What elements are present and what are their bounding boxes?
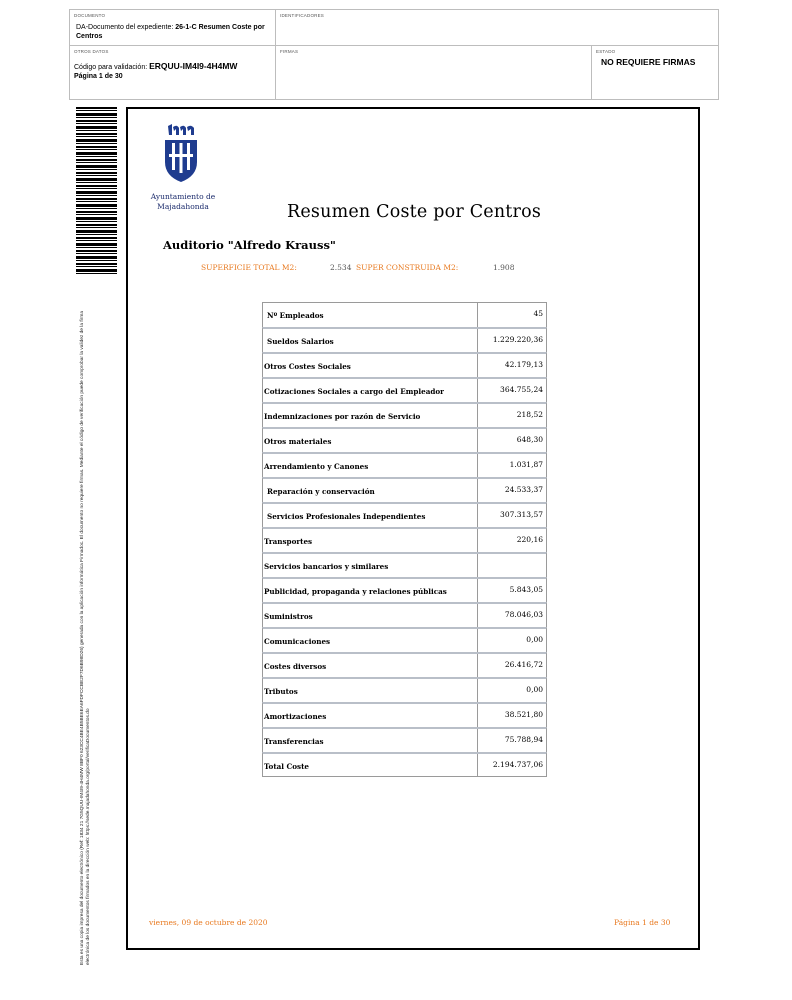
superficie-construida-value: 1.908	[493, 263, 515, 272]
verification-note: Esta es una copia impresa del documento electrónico (Ref: 1834 21 7G5QUU-IM4I9-4H4MW 8BF0 623CC4BE4B5BE6EA6FDFCCBE2F7D6B98D26) generada con la aplicación informática Firmadoc. El documento no requiere firmas. Mediante el código de verificación puede comprobar la validez de la firma electrónica de los documentos firmados en la dirección web: https://sede.majadahonda.org/portal/verificaDocumentos.do	[80, 310, 91, 965]
row-label: Servicios Profesionales Independientes	[263, 504, 478, 527]
superficie-total-label: SUPERFICIE TOTAL M2:	[201, 263, 297, 272]
row-value: 26.416,72	[504, 660, 543, 669]
codigo-value[interactable]: ERQUU-IM4I9-4H4MW	[149, 61, 238, 71]
table-row	[262, 652, 547, 677]
row-value: 45	[533, 309, 543, 318]
row-label: Servicios bancarios y similares	[263, 554, 478, 577]
table-row	[262, 302, 547, 327]
row-value: 0,00	[526, 635, 543, 644]
table-row	[262, 352, 547, 377]
row-value: 307.313,57	[500, 510, 543, 519]
row-value: 0,00	[526, 685, 543, 694]
row-value: 24.533,37	[504, 485, 543, 494]
row-value: 220,16	[516, 535, 543, 544]
row-label: Amortizaciones	[263, 704, 478, 727]
document-header	[69, 9, 719, 100]
otros-datos-cell	[70, 46, 276, 100]
row-value: 1.031,87	[509, 460, 543, 469]
row-value: 42.179,13	[504, 360, 543, 369]
table-row	[262, 427, 547, 452]
row-label: Sueldos Salarios	[263, 329, 478, 352]
majadahonda-coat-of-arms-icon	[164, 124, 198, 182]
otros-datos-label: OTROS DATOS	[74, 49, 109, 54]
row-value: 364.755,24	[500, 385, 543, 394]
estado-label: ESTADO	[596, 49, 616, 54]
row-label: Indemnizaciones por razón de Servicio	[263, 404, 478, 427]
row-label: Arrendamiento y Canones	[263, 454, 478, 477]
estado-cell	[592, 46, 718, 100]
row-label: Transferencias	[263, 729, 478, 752]
documento-text: DA-Documento del expediente: 26-1-C Resumen Coste por Centros	[76, 24, 265, 40]
firmas-label: FIRMAS	[280, 49, 299, 54]
table-row	[262, 727, 547, 752]
row-value: 78.046,03	[504, 610, 543, 619]
row-label: Cotizaciones Sociales a cargo del Empleador	[263, 379, 478, 402]
centro-name: Auditorio "Alfredo Krauss"	[163, 238, 336, 252]
superficie-total-value: 2.534	[330, 263, 352, 272]
identificadores-label: IDENTIFICADORES	[280, 13, 325, 18]
pagina-info: Página 1 de 30	[74, 73, 123, 80]
estado-value: NO REQUIERE FIRMAS	[601, 57, 696, 67]
documento-bold: 26-1-C Resumen Coste por Centros	[76, 24, 265, 40]
row-value: 1.229.220,36	[492, 335, 543, 344]
row-value: 38.521,80	[504, 710, 543, 719]
table-row	[262, 402, 547, 427]
identificadores-cell	[276, 10, 718, 46]
row-value: 2.194.737,06	[492, 760, 543, 769]
barcode	[76, 107, 117, 276]
row-label: Publicidad, propaganda y relaciones públicas	[263, 579, 478, 602]
superficie-construida-label: SUPER CONSTRUIDA M2:	[356, 263, 459, 272]
row-label: Transportes	[263, 529, 478, 552]
firmas-cell	[276, 46, 592, 100]
table-row	[262, 677, 547, 702]
table-row	[262, 627, 547, 652]
codigo-validacion: Código para validación: ERQUU-IM4I9-4H4MW	[74, 61, 238, 71]
table-row	[262, 452, 547, 477]
row-value: 218,52	[516, 410, 543, 419]
row-label: Suministros	[263, 604, 478, 627]
table-row	[262, 602, 547, 627]
table-row	[262, 577, 547, 602]
row-value: 75.788,94	[504, 735, 543, 744]
table-row	[262, 527, 547, 552]
ayuntamiento-name: Ayuntamiento de Majadahonda	[150, 192, 216, 211]
table-row	[262, 377, 547, 402]
row-label: Costes diversos	[263, 654, 478, 677]
row-value	[478, 554, 546, 577]
cost-table	[262, 302, 547, 777]
footer-page: Página 1 de 30	[614, 918, 671, 927]
row-label: Comunicaciones	[263, 629, 478, 652]
table-row	[262, 502, 547, 527]
row-label: Nº Empleados	[263, 303, 478, 327]
footer-date: viernes, 09 de octubre de 2020	[149, 918, 268, 927]
row-label: Tributos	[263, 679, 478, 702]
row-label: Reparación y conservación	[263, 479, 478, 502]
table-row	[262, 702, 547, 727]
documento-cell	[70, 10, 276, 46]
table-row	[262, 477, 547, 502]
row-value: 648,30	[516, 435, 543, 444]
row-label: Otros Costes Sociales	[263, 354, 478, 377]
table-row	[262, 752, 547, 777]
table-row	[262, 552, 547, 577]
row-label: Otros materiales	[263, 429, 478, 452]
row-label: Total Coste	[263, 754, 478, 776]
documento-label: DOCUMENTO	[74, 13, 106, 18]
row-value: 5.843,05	[509, 585, 543, 594]
page-title: Resumen Coste por Centros	[287, 202, 542, 222]
table-row	[262, 327, 547, 352]
